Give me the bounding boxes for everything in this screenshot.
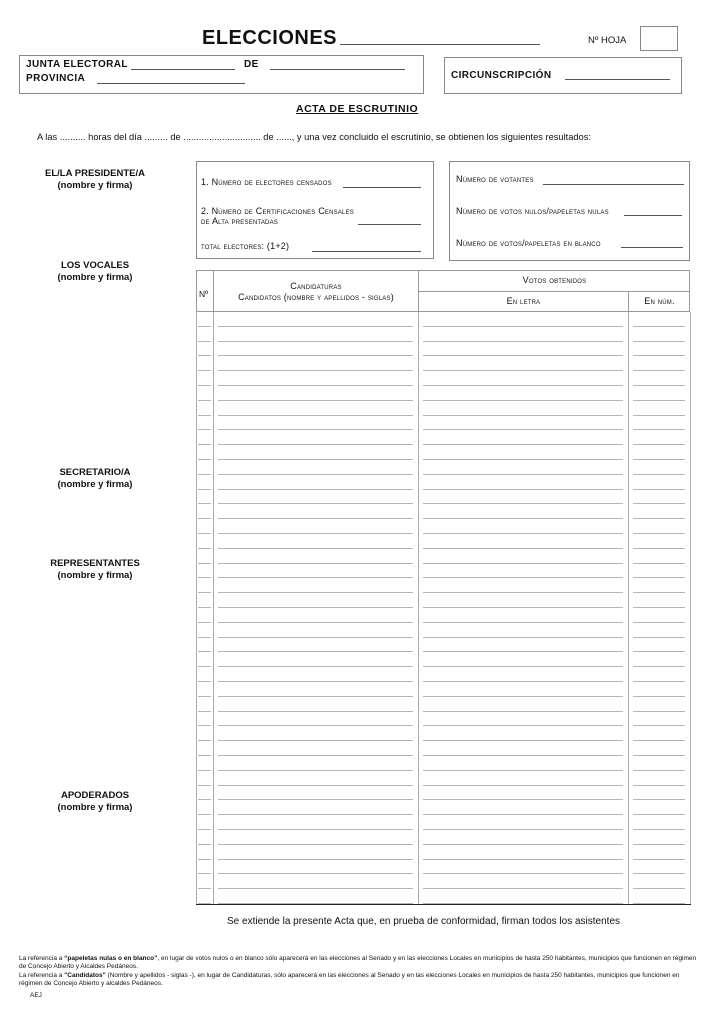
row-num-cell[interactable] [198, 712, 211, 727]
row-candidatura-cell[interactable] [218, 860, 413, 875]
votantes-label: Número de votantes [456, 174, 534, 184]
row-letra-cell[interactable] [423, 578, 623, 593]
row-num-cell[interactable] [198, 623, 211, 638]
table-row [196, 697, 690, 712]
row-num-cell[interactable] [198, 312, 211, 327]
row-candidatura-cell[interactable] [218, 460, 413, 475]
row-letra-cell[interactable] [423, 638, 623, 653]
row-num-cell[interactable] [198, 445, 211, 460]
row-letra-cell[interactable] [423, 682, 623, 697]
row-letra-cell[interactable] [423, 771, 623, 786]
row-candidatura-cell[interactable] [218, 416, 413, 431]
table-row [196, 401, 690, 416]
table-row [196, 623, 690, 638]
row-letra-cell[interactable] [423, 475, 623, 490]
results-table-body [196, 312, 690, 904]
row-letra-cell[interactable] [423, 652, 623, 667]
row-num-cell[interactable] [198, 401, 211, 416]
row-num-cell[interactable] [198, 771, 211, 786]
circunscripcion-field[interactable] [565, 79, 670, 80]
row-letra-cell[interactable] [423, 356, 623, 371]
table-row [196, 460, 690, 475]
row-numero-cell[interactable] [633, 726, 685, 741]
table-row [196, 741, 690, 756]
nulos-field[interactable] [624, 215, 682, 216]
row-letra-cell[interactable] [423, 534, 623, 549]
table-row [196, 815, 690, 830]
table-row [196, 786, 690, 801]
row-letra-cell[interactable] [423, 623, 623, 638]
table-row [196, 416, 690, 431]
row-num-cell[interactable] [198, 741, 211, 756]
row-num-cell[interactable] [198, 786, 211, 801]
row-candidatura-cell[interactable] [218, 519, 413, 534]
col-numero-header: En núm. [644, 296, 675, 306]
row-candidatura-cell[interactable] [218, 712, 413, 727]
row-numero-cell[interactable] [633, 756, 685, 771]
table-row [196, 519, 690, 534]
row-num-cell[interactable] [198, 430, 211, 445]
row-candidatura-cell[interactable] [218, 504, 413, 519]
row-candidatura-cell[interactable] [218, 356, 413, 371]
representantes-label: REPRESENTANTES (nombre y firma) [50, 558, 140, 581]
row-letra-cell[interactable] [423, 593, 623, 608]
row-num-cell[interactable] [198, 564, 211, 579]
form-title: ELECCIONES [202, 27, 338, 49]
presidente-label: EL/LA PRESIDENTE/A (nombre y firma) [45, 168, 145, 191]
row-num-cell[interactable] [198, 682, 211, 697]
row-numero-cell[interactable] [633, 608, 685, 623]
row-numero-cell[interactable] [633, 430, 685, 445]
row-candidatura-cell[interactable] [218, 623, 413, 638]
row-numero-cell[interactable] [633, 786, 685, 801]
row-num-cell[interactable] [198, 697, 211, 712]
row-numero-cell[interactable] [633, 800, 685, 815]
blanco-field[interactable] [621, 247, 683, 248]
col-votos-header: Votos obtenidos [522, 275, 587, 285]
row-num-cell[interactable] [198, 371, 211, 386]
row-numero-cell[interactable] [633, 312, 685, 327]
row-numero-cell[interactable] [633, 771, 685, 786]
row-letra-cell[interactable] [423, 564, 623, 579]
table-row [196, 490, 690, 505]
table-row [196, 608, 690, 623]
row-numero-cell[interactable] [633, 401, 685, 416]
row-letra-cell[interactable] [423, 401, 623, 416]
de-field[interactable] [270, 69, 405, 70]
row-num-cell[interactable] [198, 667, 211, 682]
row-num-cell[interactable] [198, 504, 211, 519]
row-candidatura-cell[interactable] [218, 401, 413, 416]
table-row [196, 860, 690, 875]
row-numero-cell[interactable] [633, 534, 685, 549]
row-num-cell[interactable] [198, 845, 211, 860]
row-num-cell[interactable] [198, 860, 211, 875]
row-candidatura-cell[interactable] [218, 638, 413, 653]
table-row [196, 430, 690, 445]
row-num-cell[interactable] [198, 800, 211, 815]
row-num-cell[interactable] [198, 815, 211, 830]
row-num-cell[interactable] [198, 608, 211, 623]
row-num-cell[interactable] [198, 416, 211, 431]
row-candidatura-cell[interactable] [218, 889, 413, 904]
row-letra-cell[interactable] [423, 342, 623, 357]
row-letra-cell[interactable] [423, 430, 623, 445]
row-letra-cell[interactable] [423, 416, 623, 431]
row-letra-cell[interactable] [423, 786, 623, 801]
row-candidatura-cell[interactable] [218, 726, 413, 741]
row-letra-cell[interactable] [423, 504, 623, 519]
row-num-cell[interactable] [198, 593, 211, 608]
row-numero-cell[interactable] [633, 519, 685, 534]
row-num-cell[interactable] [198, 756, 211, 771]
row-letra-cell[interactable] [423, 845, 623, 860]
row-numero-cell[interactable] [633, 712, 685, 727]
col-num-header: Nº [199, 289, 209, 299]
apoderados-label: APODERADOS (nombre y firma) [57, 790, 133, 813]
row-candidatura-cell[interactable] [218, 564, 413, 579]
row-letra-cell[interactable] [423, 490, 623, 505]
row-letra-cell[interactable] [423, 445, 623, 460]
row-letra-cell[interactable] [423, 830, 623, 845]
table-row [196, 771, 690, 786]
row-candidatura-cell[interactable] [218, 490, 413, 505]
censo-item2-field[interactable] [358, 224, 421, 225]
row-num-cell[interactable] [198, 830, 211, 845]
form-code: AEJ [30, 992, 42, 999]
table-row [196, 327, 690, 342]
blanco-label: Número de votos/papeletas en blanco [456, 238, 601, 248]
censo-total-label: total electores: (1+2) [201, 241, 290, 251]
table-row [196, 445, 690, 460]
row-candidatura-cell[interactable] [218, 786, 413, 801]
row-numero-cell[interactable] [633, 667, 685, 682]
table-row [196, 342, 690, 357]
row-numero-cell[interactable] [633, 578, 685, 593]
table-row [196, 356, 690, 371]
row-numero-cell[interactable] [633, 697, 685, 712]
row-num-cell[interactable] [198, 490, 211, 505]
row-letra-cell[interactable] [423, 800, 623, 815]
row-numero-cell[interactable] [633, 860, 685, 875]
row-letra-cell[interactable] [423, 697, 623, 712]
sheet-number-label: Nº HOJA [588, 35, 627, 46]
col-candidatos-header: Candidatos (nombre y apellidos - siglas) [238, 292, 394, 302]
row-num-cell[interactable] [198, 889, 211, 904]
row-num-cell[interactable] [198, 475, 211, 490]
row-candidatura-cell[interactable] [218, 682, 413, 697]
table-row [196, 371, 690, 386]
row-numero-cell[interactable] [633, 593, 685, 608]
table-row [196, 874, 690, 889]
sheet-number-box[interactable] [640, 26, 678, 51]
vocales-label: LOS VOCALES (nombre y firma) [57, 260, 133, 283]
row-numero-cell[interactable] [633, 475, 685, 490]
row-numero-cell[interactable] [633, 460, 685, 475]
row-candidatura-cell[interactable] [218, 371, 413, 386]
row-letra-cell[interactable] [423, 371, 623, 386]
table-row [196, 578, 690, 593]
row-candidatura-cell[interactable] [218, 800, 413, 815]
row-numero-cell[interactable] [633, 830, 685, 845]
col-candidaturas-header: Candidaturas [290, 281, 342, 291]
acta-title: ACTA DE ESCRUTINIO [296, 103, 419, 115]
censo-item2-label-a: 2. Número de Certificaciones Censales [201, 206, 354, 216]
row-numero-cell[interactable] [633, 889, 685, 904]
row-letra-cell[interactable] [423, 549, 623, 564]
row-candidatura-cell[interactable] [218, 342, 413, 357]
row-letra-cell[interactable] [423, 312, 623, 327]
row-numero-cell[interactable] [633, 504, 685, 519]
circunscripcion-label: CIRCUNSCRIPCIÓN [451, 70, 552, 81]
row-candidatura-cell[interactable] [218, 445, 413, 460]
row-candidatura-cell[interactable] [218, 430, 413, 445]
row-numero-cell[interactable] [633, 564, 685, 579]
row-numero-cell[interactable] [633, 386, 685, 401]
censo-item2-label-b: de Alta presentadas [201, 216, 278, 226]
row-numero-cell[interactable] [633, 874, 685, 889]
row-numero-cell[interactable] [633, 416, 685, 431]
row-numero-cell[interactable] [633, 682, 685, 697]
row-num-cell[interactable] [198, 356, 211, 371]
table-row [196, 667, 690, 682]
row-letra-cell[interactable] [423, 874, 623, 889]
row-numero-cell[interactable] [633, 327, 685, 342]
row-numero-cell[interactable] [633, 741, 685, 756]
row-letra-cell[interactable] [423, 519, 623, 534]
row-candidatura-cell[interactable] [218, 593, 413, 608]
row-candidatura-cell[interactable] [218, 874, 413, 889]
de-label: DE [244, 59, 259, 70]
row-candidatura-cell[interactable] [218, 327, 413, 342]
table-row [196, 312, 690, 327]
row-candidatura-cell[interactable] [218, 312, 413, 327]
closing-statement: Se extiende la presente Acta que, en prueba de conformidad, firman todos los asistentes [227, 916, 621, 927]
row-letra-cell[interactable] [423, 756, 623, 771]
table-row [196, 652, 690, 667]
row-candidatura-cell[interactable] [218, 845, 413, 860]
footnote-1: La referencia a “papeletas nulas o en blanco”, en lugar de votos nulos o en blanco sólo aparecerá en las elecciones al Senado y en las elecciones Locales en municipios de hasta 250 habitantes, municipios que funcionen en régimen de Concejo Abierto y Alcaldes Pedáneos. [19, 955, 697, 970]
row-letra-cell[interactable] [423, 741, 623, 756]
row-candidatura-cell[interactable] [218, 578, 413, 593]
row-numero-cell[interactable] [633, 445, 685, 460]
row-num-cell[interactable] [198, 638, 211, 653]
table-row [196, 712, 690, 727]
nulos-label: Número de votos nulos/papeletas nulas [456, 206, 609, 216]
junta-label: JUNTA ELECTORAL [26, 59, 128, 70]
row-candidatura-cell[interactable] [218, 534, 413, 549]
row-candidatura-cell[interactable] [218, 771, 413, 786]
table-row [196, 475, 690, 490]
row-numero-cell[interactable] [633, 623, 685, 638]
row-candidatura-cell[interactable] [218, 756, 413, 771]
row-candidatura-cell[interactable] [218, 549, 413, 564]
table-row [196, 830, 690, 845]
row-letra-cell[interactable] [423, 327, 623, 342]
table-row [196, 386, 690, 401]
row-num-cell[interactable] [198, 460, 211, 475]
row-num-cell[interactable] [198, 578, 211, 593]
row-candidatura-cell[interactable] [218, 830, 413, 845]
row-candidatura-cell[interactable] [218, 741, 413, 756]
row-letra-cell[interactable] [423, 726, 623, 741]
table-row [196, 682, 690, 697]
row-numero-cell[interactable] [633, 342, 685, 357]
row-candidatura-cell[interactable] [218, 667, 413, 682]
row-num-cell[interactable] [198, 342, 211, 357]
row-num-cell[interactable] [198, 386, 211, 401]
election-type-field[interactable] [340, 44, 540, 45]
votantes-field[interactable] [543, 184, 684, 185]
row-num-cell[interactable] [198, 726, 211, 741]
row-candidatura-cell[interactable] [218, 386, 413, 401]
row-candidatura-cell[interactable] [218, 475, 413, 490]
table-row [196, 726, 690, 741]
junta-field[interactable] [131, 69, 235, 70]
col-letra-header: En letra [506, 296, 541, 306]
row-num-cell[interactable] [198, 652, 211, 667]
row-letra-cell[interactable] [423, 712, 623, 727]
row-num-cell[interactable] [198, 327, 211, 342]
table-row [196, 889, 690, 904]
table-row [196, 845, 690, 860]
row-candidatura-cell[interactable] [218, 652, 413, 667]
row-numero-cell[interactable] [633, 371, 685, 386]
row-numero-cell[interactable] [633, 652, 685, 667]
table-row [196, 638, 690, 653]
row-num-cell[interactable] [198, 519, 211, 534]
table-row [196, 564, 690, 579]
row-numero-cell[interactable] [633, 638, 685, 653]
provincia-label: PROVINCIA [26, 73, 86, 84]
row-num-cell[interactable] [198, 534, 211, 549]
provincia-field[interactable] [97, 83, 245, 84]
row-letra-cell[interactable] [423, 860, 623, 875]
row-candidatura-cell[interactable] [218, 608, 413, 623]
row-letra-cell[interactable] [423, 460, 623, 475]
table-row [196, 800, 690, 815]
row-numero-cell[interactable] [633, 356, 685, 371]
row-num-cell[interactable] [198, 549, 211, 564]
row-num-cell[interactable] [198, 874, 211, 889]
row-numero-cell[interactable] [633, 549, 685, 564]
table-row [196, 534, 690, 549]
table-row [196, 593, 690, 608]
row-letra-cell[interactable] [423, 667, 623, 682]
table-row [196, 756, 690, 771]
row-candidatura-cell[interactable] [218, 815, 413, 830]
row-candidatura-cell[interactable] [218, 697, 413, 712]
row-letra-cell[interactable] [423, 608, 623, 623]
row-numero-cell[interactable] [633, 845, 685, 860]
censo-item1-label: 1. Número de electores censados [201, 177, 332, 187]
footnote-2: La referencia a "Candidatos" (Nombre y apellidos - siglas -), en lugar de Candidaturas, sólo aparecerá en las elecciones al Senado y en las elecciones Locales en municipios de hasta 250 habitantes, municipios que funcionen en régimen de Concejo Abierto y alcaldes Pedáneos. [19, 972, 680, 987]
table-row [196, 504, 690, 519]
censo-item1-field[interactable] [343, 187, 421, 188]
acta-intro: A las .......... horas del día ......... de .............................. de ......, y una vez concluido el escrutinio, se obtienen los siguientes resultados: [37, 132, 591, 142]
row-letra-cell[interactable] [423, 815, 623, 830]
table-row [196, 549, 690, 564]
row-numero-cell[interactable] [633, 815, 685, 830]
row-numero-cell[interactable] [633, 490, 685, 505]
censo-total-field[interactable] [312, 251, 421, 252]
secretario-label: SECRETARIO/A (nombre y firma) [57, 467, 133, 490]
row-letra-cell[interactable] [423, 889, 623, 904]
row-letra-cell[interactable] [423, 386, 623, 401]
